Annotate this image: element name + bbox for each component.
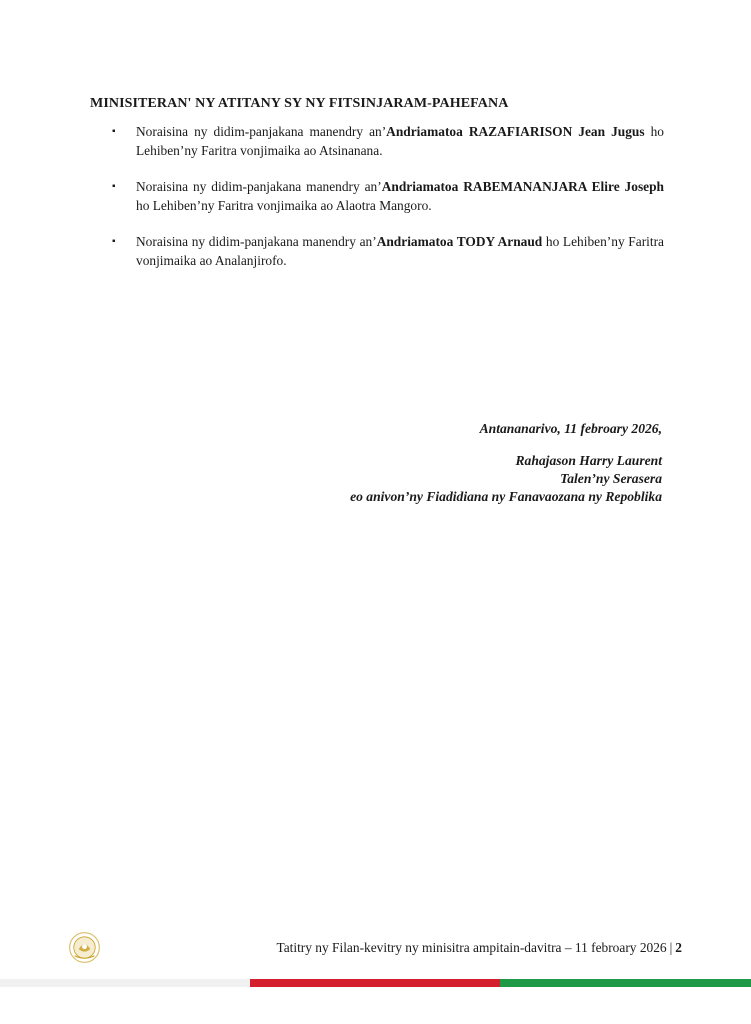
decree-prefix: Noraisina ny didim-panjakana manendry an’ (136, 179, 382, 194)
decree-item (112, 177, 664, 215)
decree-list (112, 122, 664, 287)
decree-appointee: Andriamatoa RABEMANANJARA Elire Joseph (381, 179, 664, 194)
section-title: MINISITERAN' NY ATITANY SY NY FITSINJARAM-PAHEFANA (90, 96, 509, 111)
stripe-red (250, 979, 500, 987)
bullet-icon: ▪ (112, 181, 116, 192)
decree-appointee: Andriamatoa TODY Arnaud (376, 234, 543, 249)
decree-item (112, 122, 664, 160)
footer (276, 940, 682, 956)
place-date: Antananarivo, 11 febroary 2026, (479, 421, 662, 436)
decree-suffix: ho Lehiben’ny Faritra vonjimaika ao Atsinanana. (136, 124, 664, 158)
decree-appointee: Andriamatoa RAZAFIARISON Jean Jugus (386, 124, 645, 139)
decree-suffix: ho Lehiben’ny Faritra vonjimaika ao Analanjirofo. (136, 234, 664, 268)
footer-separator: | (669, 940, 673, 955)
signatory-office: eo anivon’ny Fiadidiana ny Fanavaozana ny Repoblika (350, 489, 662, 504)
bullet-icon: ▪ (112, 236, 116, 247)
signatory-name: Rahajason Harry Laurent (515, 453, 662, 468)
flag-stripe (0, 979, 751, 987)
stripe-white (0, 979, 250, 987)
presidency-seal-icon (68, 931, 101, 964)
stripe-green (500, 979, 751, 987)
bullet-icon: ▪ (112, 126, 116, 137)
decree-prefix: Noraisina ny didim-panjakana manendry an’ (136, 234, 377, 249)
signature-block (350, 420, 662, 506)
decree-item (112, 232, 664, 270)
decree-suffix: ho Lehiben’ny Faritra vonjimaika ao Alaotra Mangoro. (136, 198, 432, 213)
signatory-title: Talen’ny Serasera (560, 471, 662, 486)
decree-prefix: Noraisina ny didim-panjakana manendry an’ (136, 124, 387, 139)
footer-title: Tatitry ny Filan-kevitry ny minisitra ampitain-davitra – 11 febroary 2026 (276, 940, 667, 955)
page-number: 2 (675, 940, 682, 955)
